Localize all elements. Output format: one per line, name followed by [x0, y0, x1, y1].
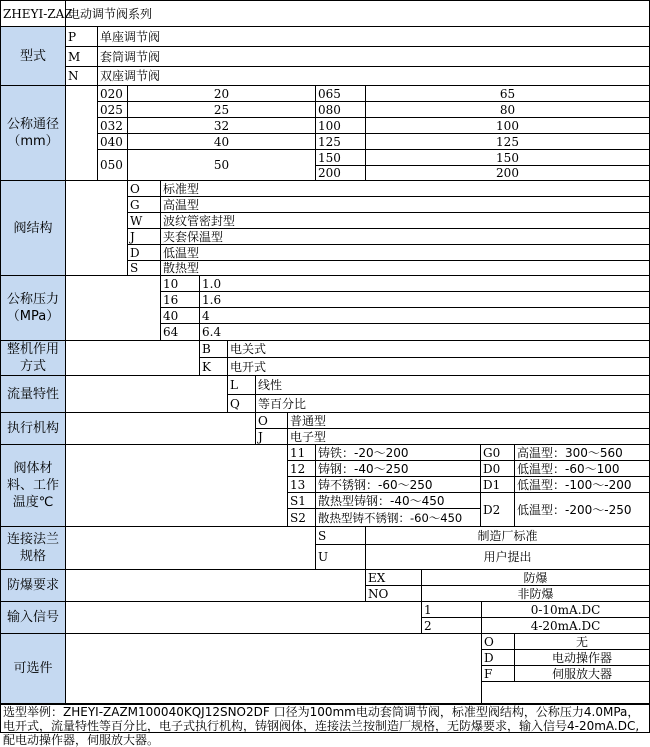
type-name: 套筒调节阀	[97, 46, 650, 67]
type-name: 双座调节阀	[97, 66, 650, 86]
diameter-value: 150	[365, 149, 650, 166]
explosion-code: NO	[365, 585, 422, 602]
diameter-code: 200	[315, 165, 366, 181]
diameter-code: 150	[315, 149, 366, 166]
pressure-code: 40	[160, 307, 200, 324]
structure-name: 散热型	[160, 260, 650, 276]
blank-cell	[65, 601, 422, 634]
blank-cell	[65, 180, 128, 276]
material-name: 散热型铸钢：-40～450	[315, 492, 481, 509]
section-options-header: 可选件	[0, 633, 66, 704]
explosion-name: 非防爆	[421, 585, 650, 602]
signal-code: 1	[421, 601, 482, 618]
diameter-code: 020	[97, 85, 128, 102]
material-name: 散热型铸不锈钢：-60～450	[315, 508, 481, 527]
section-material-header: 阀体材料、工作温度℃	[0, 444, 66, 527]
mode-code: B	[199, 340, 228, 358]
structure-code: G	[127, 196, 161, 213]
material-code: S2	[287, 508, 316, 527]
material-name: 低温型：-200～-250	[514, 492, 650, 527]
option-code: O	[481, 633, 515, 650]
blank-cell	[65, 444, 288, 527]
structure-name: 波纹管密封型	[160, 212, 650, 229]
diameter-value: 80	[365, 101, 650, 118]
section-actuator-header: 执行机构	[0, 412, 66, 445]
section-diameter-header: 公称通径（mm）	[0, 85, 66, 181]
structure-code: W	[127, 212, 161, 229]
type-name: 单座调节阀	[97, 26, 650, 47]
option-name: 伺服放大器	[514, 665, 650, 682]
structure-name: 高温型	[160, 196, 650, 213]
material-code: G0	[480, 444, 515, 461]
structure-code: D	[127, 244, 161, 261]
material-code: 11	[287, 444, 316, 461]
explosion-name: 防爆	[421, 569, 650, 586]
section-flow-header: 流量特性	[0, 375, 66, 413]
section-flange-header: 连接法兰规格	[0, 526, 66, 570]
flow-name: 等百分比	[255, 394, 650, 413]
flange-code: U	[315, 544, 366, 570]
material-name: 低温型：-100～-200	[514, 476, 650, 493]
diameter-code: 025	[97, 101, 128, 118]
diameter-value: 200	[365, 165, 650, 181]
material-name: 高温型：300～560	[514, 444, 650, 461]
material-code: S1	[287, 492, 316, 509]
structure-code: J	[127, 228, 161, 245]
diameter-value: 100	[365, 117, 650, 134]
blank-cell	[65, 340, 200, 376]
structure-code: O	[127, 180, 161, 197]
material-code: 13	[287, 476, 316, 493]
pressure-code: 64	[160, 323, 200, 341]
material-name: 铸钢：-40～250	[315, 460, 481, 477]
diameter-value: 65	[365, 85, 650, 102]
actuator-code: J	[255, 428, 288, 445]
diameter-value: 20	[127, 85, 316, 102]
diameter-value: 25	[127, 101, 316, 118]
diameter-value: 40	[127, 133, 316, 150]
structure-code: S	[127, 260, 161, 276]
blank-cell	[65, 275, 161, 341]
diameter-code: 065	[315, 85, 366, 102]
selection-example: 选型举例：ZHEYI-ZAZM100040KQJ12SNO2DF 口径为100mm电动套筒调节阀，标准型阀结构，公称压力4.0MPa，电开式，流量特性等百分比，电子式执行机构，铸钢阀体，连接法兰按制造厂规格，无防爆要求，输入信号4-20mA.DC,配电动操作器，伺服放大器。	[0, 704, 650, 733]
series-title: 电动调节阀系列	[65, 0, 650, 27]
option-name: 无	[514, 633, 650, 650]
actuator-name: 电子型	[287, 428, 650, 445]
pressure-code: 16	[160, 291, 200, 308]
material-code: D0	[480, 460, 515, 477]
section-pressure-header: 公称压力（MPa）	[0, 275, 66, 341]
section-signal-header: 输入信号	[0, 601, 66, 634]
diameter-value: 125	[365, 133, 650, 150]
section-explosion-header: 防爆要求	[0, 569, 66, 602]
material-code: D2	[480, 492, 515, 527]
option-code: F	[481, 665, 515, 682]
diameter-value: 32	[127, 117, 316, 134]
signal-code: 2	[421, 617, 482, 634]
structure-name: 夹套保温型	[160, 228, 650, 245]
type-code: N	[65, 66, 98, 86]
actuator-code: O	[255, 412, 288, 429]
diameter-code: 050	[97, 149, 128, 181]
blank-cell	[65, 569, 366, 602]
series-code: ZHEYI-ZAZ	[0, 0, 66, 27]
section-structure-header: 阀结构	[0, 180, 66, 276]
material-name: 铸铁：-20～200	[315, 444, 481, 461]
blank-cell	[65, 85, 98, 181]
signal-name: 0-10mA.DC	[481, 601, 650, 618]
diameter-code: 125	[315, 133, 366, 150]
option-name: 电动操作器	[514, 649, 650, 666]
section-type-header: 型式	[0, 26, 66, 86]
blank-cell	[65, 412, 256, 445]
structure-name: 低温型	[160, 244, 650, 261]
mode-code: K	[199, 357, 228, 376]
blank-cell	[65, 526, 316, 570]
material-name: 低温型：-60～100	[514, 460, 650, 477]
material-code: D1	[480, 476, 515, 493]
diameter-code: 100	[315, 117, 366, 134]
pressure-value: 1.0	[199, 275, 650, 292]
mode-name: 电开式	[227, 357, 650, 376]
section-mode-header: 整机作用方式	[0, 340, 66, 376]
mode-name: 电关式	[227, 340, 650, 358]
flow-code: Q	[227, 394, 256, 413]
blank-cell	[65, 633, 482, 704]
diameter-code: 080	[315, 101, 366, 118]
blank-cell	[481, 681, 650, 704]
type-code: M	[65, 46, 98, 67]
option-code: D	[481, 649, 515, 666]
pressure-value: 6.4	[199, 323, 650, 341]
flange-name: 用户提出	[365, 544, 650, 570]
pressure-code: 10	[160, 275, 200, 292]
signal-name: 4-20mA.DC	[481, 617, 650, 634]
diameter-value: 50	[127, 149, 316, 181]
material-code: 12	[287, 460, 316, 477]
diameter-code: 032	[97, 117, 128, 134]
flange-code: S	[315, 526, 366, 545]
structure-name: 标准型	[160, 180, 650, 197]
type-code: P	[65, 26, 98, 47]
flow-code: L	[227, 375, 256, 395]
pressure-value: 4	[199, 307, 650, 324]
pressure-value: 1.6	[199, 291, 650, 308]
material-name: 铸不锈钢：-60～250	[315, 476, 481, 493]
explosion-code: EX	[365, 569, 422, 586]
actuator-name: 普通型	[287, 412, 650, 429]
blank-cell	[65, 375, 228, 413]
diameter-code: 040	[97, 133, 128, 150]
flange-name: 制造厂标准	[365, 526, 650, 545]
flow-name: 线性	[255, 375, 650, 395]
